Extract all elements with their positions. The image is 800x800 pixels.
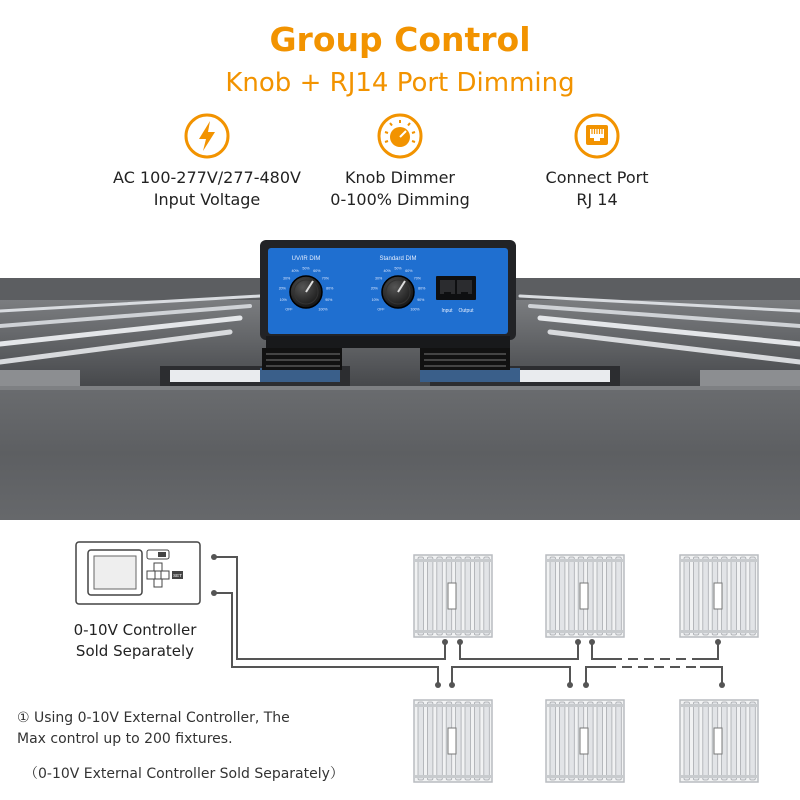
- grow-light-fixture: [546, 555, 624, 637]
- knob-icon: [376, 112, 424, 160]
- knob-scale-mark: 60%: [313, 269, 321, 274]
- left-arrow-button[interactable]: [147, 571, 155, 579]
- down-arrow-button[interactable]: [154, 579, 162, 587]
- lightning-icon: [183, 112, 231, 160]
- feature-line1: Connect Port: [545, 168, 649, 187]
- knob-scale-mark: 100%: [318, 307, 328, 312]
- knob-scale-mark: 60%: [405, 269, 413, 274]
- knob1-label: UV/IR DIM: [291, 256, 321, 262]
- 0-10v-controller: [76, 542, 200, 604]
- right-arrow-button[interactable]: [161, 571, 169, 579]
- controller-label-line1: 0-10V Controller: [73, 621, 197, 639]
- knob-scale-mark: OFF: [285, 307, 293, 312]
- knob-scale-mark: 90%: [417, 297, 425, 302]
- dashed-cables: [606, 659, 702, 667]
- knob-scale-mark: 20%: [278, 286, 286, 291]
- feature-line1: Knob Dimmer: [344, 168, 456, 187]
- feature-line2: RJ 14: [576, 190, 618, 209]
- knob-scale-mark: 80%: [326, 286, 334, 291]
- knob-scale-mark: 30%: [282, 276, 291, 281]
- grow-light-fixture: [414, 700, 492, 782]
- knob-scale-mark: 80%: [418, 286, 426, 291]
- fixture-front-housing: [0, 386, 800, 520]
- product-photo: [0, 236, 800, 520]
- up-arrow-button[interactable]: [154, 563, 162, 571]
- knob-scale-mark: 30%: [374, 276, 383, 281]
- feature-line1: AC 100-277V/277-480V: [113, 168, 301, 187]
- knob-scale-mark: 90%: [325, 297, 333, 302]
- knob2-label: Standard DIM: [379, 256, 417, 262]
- knob-scale-mark: 100%: [410, 307, 420, 312]
- port-input-label: Input: [441, 308, 453, 314]
- grow-light-fixture: [680, 555, 758, 637]
- page-subtitle: Knob + RJ14 Port Dimming: [225, 68, 575, 98]
- knob-scale-mark: 10%: [279, 297, 287, 302]
- knob-scale-mark: 70%: [321, 276, 330, 281]
- controller-label-line2: Sold Separately: [75, 642, 195, 660]
- grow-light-fixture: [414, 555, 492, 637]
- controller-label: [60, 620, 210, 662]
- rj-port-icon: [573, 112, 621, 160]
- knob-scale-mark: 40%: [291, 269, 299, 274]
- knob-scale-mark: 20%: [370, 286, 378, 291]
- knob-scale-mark: OFF: [377, 307, 385, 312]
- page-title: Group Control: [269, 20, 531, 59]
- usage-note-secondary: （0-10V External Controller Sold Separately）: [24, 766, 344, 782]
- usage-note: ① Using 0-10V External Controller, The Max control up to 200 fixtures.: [17, 710, 290, 747]
- grow-light-fixture: [546, 700, 624, 782]
- knob-scale-mark: 40%: [383, 269, 391, 274]
- knob-scale-mark: 10%: [371, 297, 379, 302]
- feature-line2: Input Voltage: [153, 190, 261, 209]
- knob-scale-mark: 50%: [394, 266, 402, 271]
- grow-light-fixture: [680, 700, 758, 782]
- knob-scale-mark: 70%: [413, 276, 422, 281]
- wiring-diagram: [0, 535, 800, 800]
- port-output-label: Output: [458, 308, 474, 314]
- feature-line2: 0-100% Dimming: [330, 190, 470, 209]
- feature-connect-port: [477, 112, 717, 211]
- knob-scale-mark: 50%: [302, 266, 310, 271]
- set-button-label: SET: [173, 573, 182, 578]
